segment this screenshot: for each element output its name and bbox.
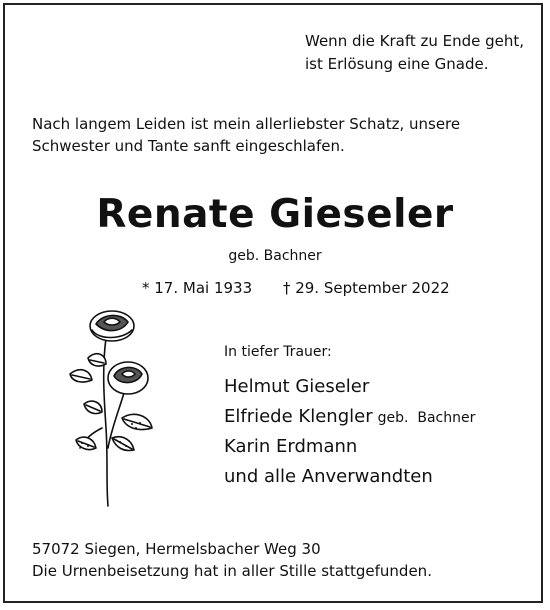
- death-date: † 29. September 2022: [282, 279, 450, 297]
- quote-line-2: ist Erlösung eine Gnade.: [305, 55, 489, 73]
- maiden-name: geb. Bachner: [228, 248, 322, 264]
- mourner-item: [224, 462, 475, 492]
- mourner-item: [224, 432, 475, 462]
- mourner-name: Elfriede Klengler: [224, 406, 373, 427]
- address: 57072 Siegen, Hermelsbacher Weg 30: [32, 540, 321, 558]
- notice-frame: [3, 3, 543, 603]
- rose-icon: [62, 308, 164, 508]
- mourner-item: [224, 372, 475, 402]
- mourner-name: und alle Anverwandten: [224, 466, 433, 487]
- life-dates: [142, 279, 476, 297]
- quote: [305, 30, 524, 76]
- deceased-name: Renate Gieseler: [96, 192, 454, 237]
- mourner-name: Karin Erdmann: [224, 436, 358, 457]
- footer: [32, 538, 432, 582]
- quote-line-1: Wenn die Kraft zu Ende geht,: [305, 32, 525, 50]
- mourner-name: Helmut Gieseler: [224, 376, 370, 397]
- mourners-list: [224, 372, 475, 492]
- mourner-item: [224, 402, 475, 432]
- birth-date: * 17. Mai 1933: [142, 279, 253, 297]
- burial-note: Die Urnenbeisetzung hat in aller Stille stattgefunden.: [32, 562, 432, 580]
- mourner-maiden-name: geb. Bachner: [377, 410, 476, 426]
- intro-text: Nach langem Leiden ist mein allerliebster Schatz, unsere Schwester und Tante sanft eingeschlafen.: [32, 115, 461, 155]
- mourning-label: In tiefer Trauer:: [224, 344, 332, 360]
